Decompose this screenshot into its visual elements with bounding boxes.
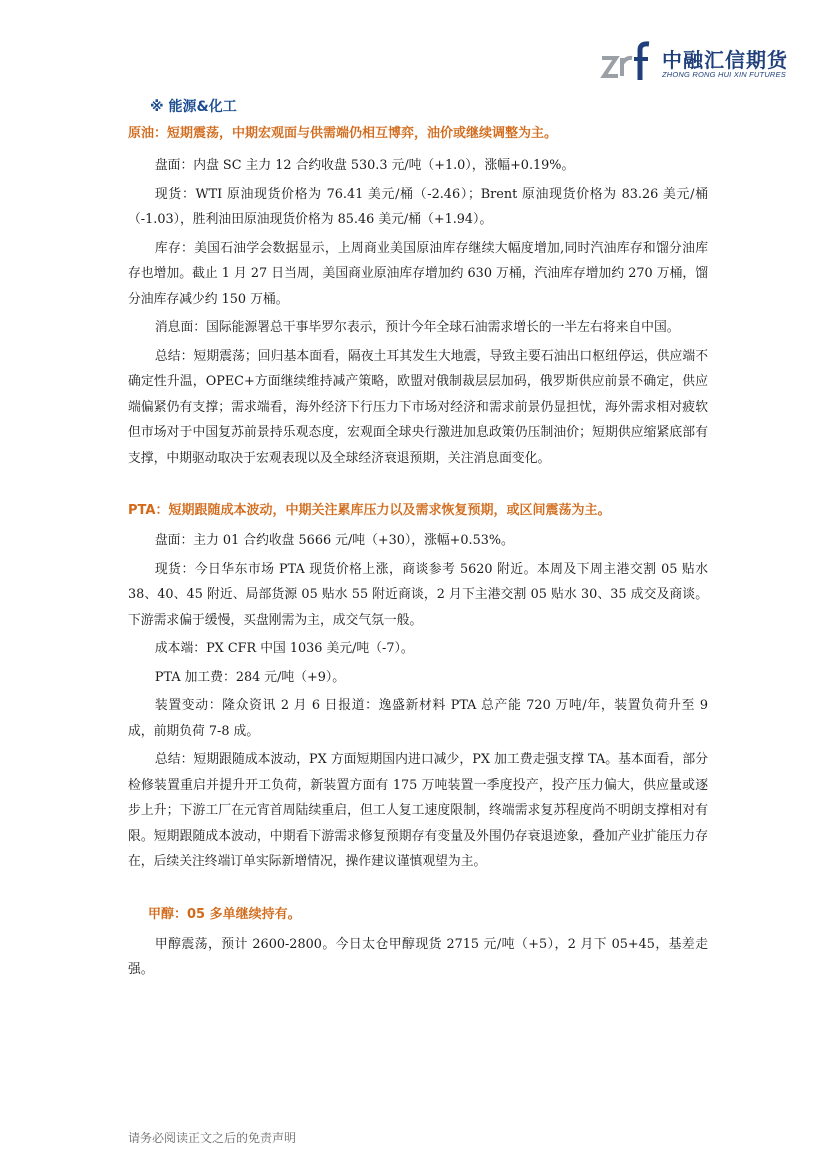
methanol-paragraph: 甲醇震荡，预计 2600-2800。今日太仓甲醇现货 2715 元/吨（+5），2 月下 05+45，基差走强。: [128, 936, 708, 977]
pta-summary-paragraph: 总结：短期跟随成本波动，PX 方面短期国内进口减少，PX 加工费走强支撑 TA。基本面看，部分检修装置重启并提升开工负荷，新装置方面有 175 万吨装置一季度投产，投产压力偏大，供应量或逐步上升；下游工厂在元宵首周陆续重启，但工人复工速度限制，终端需求复苏程度尚不明朗支撑相对有限。短期跟随成本波动，中期看下游需求修复预期存有变量及外围仍存衰退迹象，叠加产业扩能压力存在，后续关注终端订单实际新增情况，操作建议谨慎观望为主。: [128, 752, 708, 869]
pta-processing-fee-paragraph: PTA 加工费：284 元/吨（+9）。: [154, 669, 346, 685]
logo-chinese-name: 中融汇信期货: [662, 48, 788, 72]
crude-news-paragraph: 消息面：国际能源署总干事毕罗尔表示，预计今年全球石油需求增长的一半左右将来自中国。: [154, 320, 680, 335]
section-title: ※ 能源&化工: [150, 99, 237, 115]
crude-summary-paragraph: 总结：短期震荡；回归基本面看，隔夜土耳其发生大地震，导致主要石油出口枢纽停运，供应端不确定性升温，OPEC+方面继续维持减产策略，欧盟对俄制裁层层加码，俄罗斯供应前景不确定，供应端偏紧仍有支撑；需求端看，海外经济下行压力下市场对经济和需求前景仍显担忧，海外需求相对疲软但市场对于中国复苏前景持乐观态度，宏观面全球央行激进加息政策仍压制油价；短期供应缩紧底部有支撑，中期驱动取决于宏观表现以及全球经济衰退预期，关注消息面变化。: [128, 348, 708, 466]
logo-english-name: ZHONG RONG HUI XIN FUTURES: [662, 70, 786, 79]
pta-cost-paragraph: 成本端：PX CFR 中国 1036 美元/吨（-7）。: [154, 641, 414, 656]
pta-spot-paragraph: 现货：今日华东市场 PTA 现货价格上涨，商谈参考 5620 附近。本周及下周主港交割 05 贴水 38、40、45 附近、局部货源 05 贴水 55 附近商谈，2 月下主港交割 05 贴水 30、35 成交及商谈。下游需求偏于缓慢，买盘刚需为主，成交气氛一般。: [128, 561, 708, 628]
zrf-logo-mark-icon: [600, 40, 652, 82]
report-body: [128, 96, 708, 986]
crude-oil-heading: 原油：短期震荡，中期宏观面与供需端仍相互博弈，油价或继续调整为主。: [128, 126, 558, 141]
pta-futures-paragraph: 盘面：主力 01 合约收盘 5666 元/吨（+30），涨幅+0.53%。: [154, 533, 514, 548]
pta-heading: PTA：短期跟随成本波动，中期关注累库压力以及需求恢复预期，或区间震荡为主。: [128, 503, 611, 518]
crude-spot-paragraph: 现货：WTI 原油现货价格为 76.41 美元/桶（-2.46）；Brent 原油现货价格为 83.26 美元/桶（-1.03），胜利油田原油现货价格为 85.46 美元/桶（+1.94）。: [128, 186, 708, 227]
methanol-heading: 甲醇：05 多单继续持有。: [148, 906, 301, 922]
company-logo: [600, 38, 790, 84]
crude-futures-paragraph: 盘面：内盘 SC 主力 12 合约收盘 530.3 元/吨（+1.0），涨幅+0.19%。: [154, 158, 575, 173]
pta-plant-changes-paragraph: 装置变动：隆众资讯 2 月 6 日报道：逸盛新材料 PTA 总产能 720 万吨/年，装置负荷升至 9 成，前期负荷 7-8 成。: [128, 698, 708, 739]
disclaimer-footer: 请务必阅读正文之后的免责声明: [128, 1131, 297, 1145]
crude-inventory-paragraph: 库存：美国石油学会数据显示，上周商业美国原油库存继续大幅度增加,同时汽油库存和馏分油库存也增加。截止 1 月 27 日当周，美国商业原油库存增加约 630 万桶，汽油库存增加约 270 万桶，馏分油库存减少约 150 万桶。: [128, 240, 708, 307]
